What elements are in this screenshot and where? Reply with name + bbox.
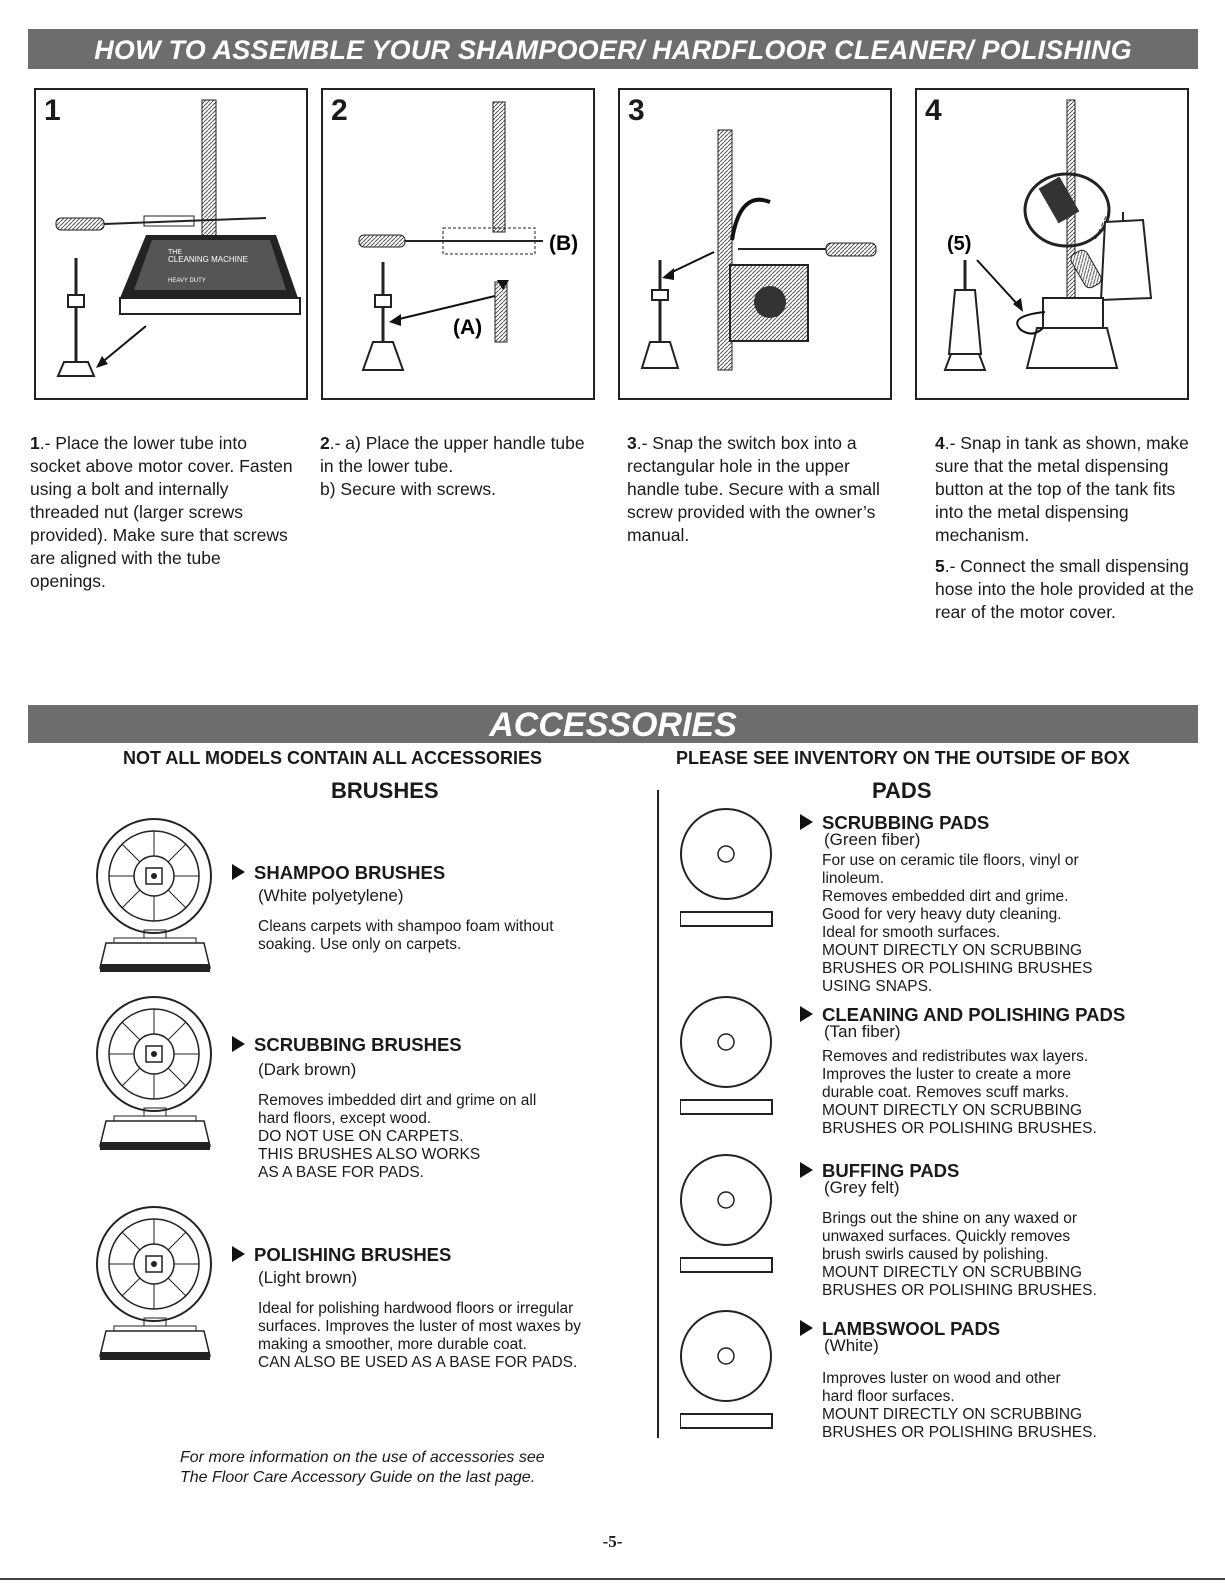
arrow-bullet-icon <box>800 814 813 830</box>
pads-heading: PADS <box>872 778 932 803</box>
accessory-guide-note: For more information on the use of accessories see The Floor Care Accessory Guide on the last page. <box>180 1449 545 1486</box>
tank-installation-drawing <box>917 90 1187 398</box>
shampoo-brushes-description: Cleans carpets with shampoo foam without soaking. Use only on carpets. <box>258 918 554 953</box>
svg-text:THE: THE <box>168 249 182 256</box>
step-5-instructions: 5.- Connect the small dispensing hose into the hole provided at the rear of the motor cover. <box>935 556 1194 622</box>
step-3-illustration <box>618 88 892 400</box>
scrubbing-brush-icon <box>97 997 211 1150</box>
lambswool-pads-description: Improves luster on wood and other hard floor surfaces. MOUNT DIRECTLY ON SCRUBBING BRUSHES OR POLISHING BRUSHES. <box>822 1370 1097 1441</box>
arrow-bullet-icon <box>800 1006 813 1022</box>
step-4-illustration <box>915 88 1189 400</box>
machine-with-handle-drawing <box>36 90 306 398</box>
step-2-instructions: 2.- a) Place the upper handle tube in the lower tube. b) Secure with screws. <box>320 433 585 499</box>
lambswool-pads-material: (White) <box>824 1336 879 1355</box>
arrow-bullet-icon <box>232 1246 245 1262</box>
brush-illustrations <box>88 818 220 1378</box>
bottom-rule <box>0 1578 1225 1580</box>
step-4-number: 4 <box>925 94 942 127</box>
step-3-number: 3 <box>628 94 645 127</box>
arrow-bullet-icon <box>232 864 245 880</box>
accessories-banner: ACCESSORIES <box>28 705 1198 743</box>
assembly-banner: HOW TO ASSEMBLE YOUR SHAMPOOER/ HARDFLOOR CLEANER/ POLISHING <box>28 29 1198 69</box>
lambswool-pad-icon <box>680 1311 772 1428</box>
step-2-illustration <box>321 88 595 400</box>
step-1-illustration <box>34 88 308 400</box>
brushes-heading: BRUSHES <box>331 778 439 803</box>
notice-not-all-models: NOT ALL MODELS CONTAIN ALL ACCESSORIES <box>123 748 543 768</box>
callout-a: (A) <box>453 316 483 339</box>
polishing-brushes-title: POLISHING BRUSHES <box>232 1244 451 1266</box>
page-number: -5- <box>602 1532 623 1551</box>
step-2-number: 2 <box>331 94 348 127</box>
cleaning-polishing-pads-material: (Tan fiber) <box>824 1022 901 1041</box>
shampoo-brushes-material: (White polyetylene) <box>258 886 404 905</box>
scrubbing-pads-description: For use on ceramic tile floors, vinyl or linoleum. Removes embedded dirt and grime. Good for very heavy duty cleaning. Ideal for smooth surfaces. MOUNT DIRECTLY ON SCRUBBING BRUSHES OR POLISHING BRUSHES USING SNAPS. <box>822 852 1093 995</box>
scrubbing-brushes-material: (Dark brown) <box>258 1060 357 1079</box>
arrow-bullet-icon <box>232 1036 245 1052</box>
pad-illustrations <box>680 808 780 1448</box>
step-4-instructions: 4.- Snap in tank as shown, make sure that the metal dispensing button at the top of the tank fits into the metal dispensing mechanism. 5.- Connect the small dispensing hose into the hole provided at the rear of the motor cover. <box>935 432 1200 632</box>
arrow-bullet-icon <box>800 1320 813 1336</box>
handle-tube-insertion-drawing <box>323 90 593 398</box>
svg-text:HEAVY DUTY: HEAVY DUTY <box>168 278 206 284</box>
shampoo-brush-icon <box>97 819 211 972</box>
notice-see-inventory: PLEASE SEE INVENTORY ON THE OUTSIDE OF BOX <box>676 748 1130 768</box>
step-3-instructions: 3.- Snap the switch box into a rectangular hole in the upper handle tube. Secure with a small screw provided with the owner’s manual. <box>627 433 880 545</box>
buffing-pads-title: BUFFING PADS <box>800 1160 959 1182</box>
step-1-instructions: 1.- Place the lower tube into socket above motor cover. Fasten using a bolt and internally threaded nut (larger screws provided). Make sure that screws are aligned with the tube openings. <box>30 433 293 591</box>
scrubbing-pads-material: (Green fiber) <box>824 830 921 849</box>
scrubbing-brushes-title: SCRUBBING BRUSHES <box>232 1034 462 1056</box>
scrubbing-pads-title: SCRUBBING PADS <box>800 812 989 834</box>
arrow-bullet-icon <box>800 1162 813 1178</box>
svg-text:CLEANING MACHINE: CLEANING MACHINE <box>168 255 249 264</box>
buffing-pad-icon <box>680 1155 772 1272</box>
polishing-brushes-material: (Light brown) <box>258 1268 358 1287</box>
cleaning-polishing-pad-icon <box>680 997 772 1114</box>
cleaning-polishing-pads-description: Removes and redistributes wax layers. Improves the luster to create a more durable coat. Removes scuff marks. MOUNT DIRECTLY ON SCRUBBING BRUSHES OR POLISHING BRUSHES. <box>822 1048 1097 1137</box>
buffing-pads-material: (Grey felt) <box>824 1178 900 1197</box>
step-1-number: 1 <box>44 94 61 127</box>
buffing-pads-description: Brings out the shine on any waxed or unwaxed surfaces. Quickly removes brush swirls caused by polishing. MOUNT DIRECTLY ON SCRUBBING BRUSHES OR POLISHING BRUSHES. <box>822 1210 1097 1299</box>
lambswool-pads-title: LAMBSWOOL PADS <box>800 1318 1000 1340</box>
switch-box-drawing <box>620 90 890 398</box>
callout-b: (B) <box>549 232 579 255</box>
shampoo-brushes-title: SHAMPOO BRUSHES <box>232 862 445 884</box>
scrubbing-pad-icon <box>680 809 772 926</box>
polishing-brushes-description: Ideal for polishing hardwood floors or irregular surfaces. Improves the luster of most waxes by making a smoother, more durable coat. CAN ALSO BE USED AS A BASE FOR PADS. <box>258 1300 582 1371</box>
callout-5: (5) <box>947 233 972 255</box>
polishing-brush-icon <box>97 1207 211 1360</box>
cleaning-polishing-pads-title: CLEANING AND POLISHING PADS <box>800 1004 1125 1026</box>
scrubbing-brushes-description: Removes imbedded dirt and grime on all hard floors, except wood. DO NOT USE ON CARPETS. THIS BRUSHES ALSO WORKS AS A BASE FOR PADS. <box>258 1092 537 1181</box>
column-divider <box>657 790 659 1438</box>
